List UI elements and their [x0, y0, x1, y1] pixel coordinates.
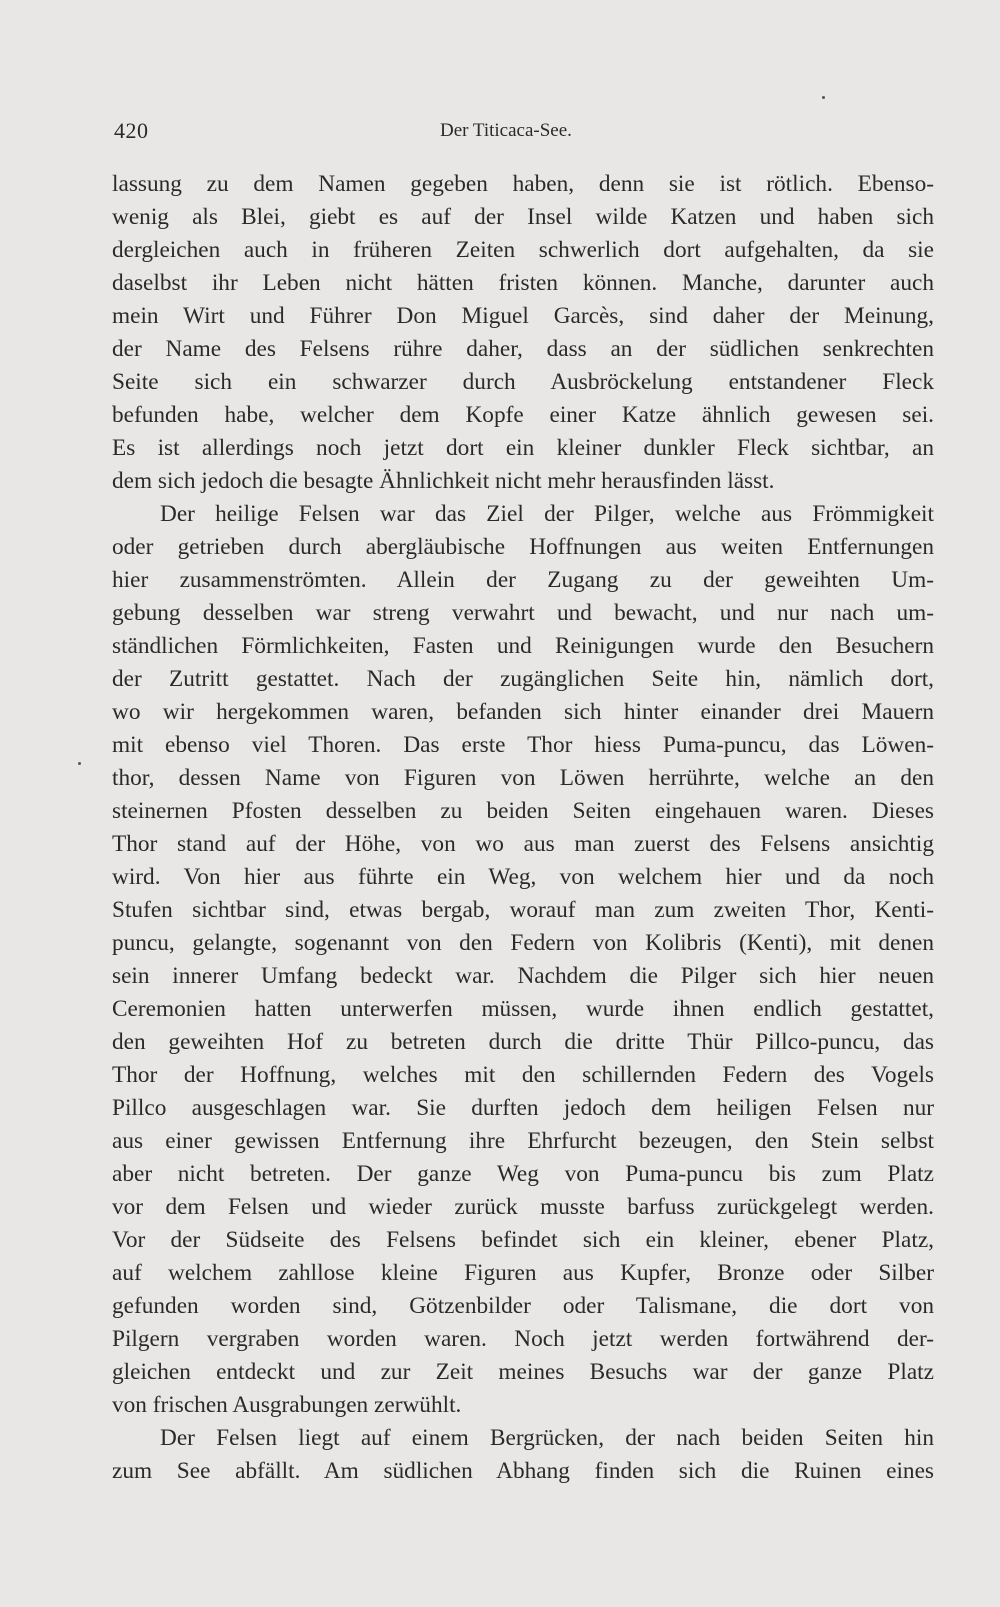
text-line: auf welchem zahllose kleine Figuren aus Kupfer, Bronze oder Silber [112, 1260, 934, 1286]
text-line: der Zutritt gestattet. Nach der zugänglichen Seite hin, nämlich dort, [112, 666, 934, 692]
body-text [112, 168, 934, 1488]
text-line: wird. Von hier aus führte ein Weg, von welchem hier und da noch [112, 864, 934, 890]
text-line: lassung zu dem Namen gegeben haben, denn sie ist rötlich. Ebenso- [112, 171, 934, 197]
text-line: Thor der Hoffnung, welches mit den schillernden Federn des Vogels [112, 1062, 934, 1088]
text-line: der Name des Felsens rühre daher, dass an der südlichen senkrechten [112, 336, 934, 362]
text-line: Stufen sichtbar sind, etwas bergab, worauf man zum zweiten Thor, Kenti- [112, 897, 934, 923]
text-line: den geweihten Hof zu betreten durch die dritte Thür Pillco-puncu, das [112, 1029, 934, 1055]
text-line: daselbst ihr Leben nicht hätten fristen können. Manche, darunter auch [112, 270, 934, 296]
text-line: dem sich jedoch die besagte Ähnlichkeit nicht mehr herausfinden lässt. [112, 468, 775, 494]
text-line: befunden habe, welcher dem Kopfe einer Katze ähnlich gewesen sei. [112, 402, 934, 428]
text-line: mit ebenso viel Thoren. Das erste Thor hiess Puma-puncu, das Löwen- [112, 732, 934, 758]
text-line: Es ist allerdings noch jetzt dort ein kleiner dunkler Fleck sichtbar, an [112, 435, 934, 461]
text-line: thor, dessen Name von Figuren von Löwen herrührte, welche an den [112, 765, 934, 791]
text-line: dergleichen auch in früheren Zeiten schwerlich dort aufgehalten, da sie [112, 237, 934, 263]
text-line: Pillco ausgeschlagen war. Sie durften jedoch dem heiligen Felsen nur [112, 1095, 934, 1121]
page-number: 420 [114, 118, 149, 143]
text-line: ständlichen Förmlichkeiten, Fasten und Reinigungen wurde den Besuchern [112, 633, 934, 659]
text-line: Vor der Südseite des Felsens befindet sich ein kleiner, ebener Platz, [112, 1227, 934, 1253]
text-line: oder getrieben durch abergläubische Hoffnungen aus weiten Entfernungen [112, 534, 934, 560]
text-line: zum See abfällt. Am südlichen Abhang finden sich die Ruinen eines [112, 1458, 934, 1484]
text-line: von frischen Ausgrabungen zerwühlt. [112, 1392, 462, 1418]
text-line: gebung desselben war streng verwahrt und bewacht, und nur nach um- [112, 600, 934, 626]
text-line: Pilgern vergraben worden waren. Noch jetzt werden fortwährend der- [112, 1326, 934, 1352]
text-line: Seite sich ein schwarzer durch Ausbröckelung entstandener Fleck [112, 369, 934, 395]
text-line: puncu, gelangte, sogenannt von den Federn von Kolibris (Kenti), mit denen [112, 930, 934, 956]
text-line: aber nicht betreten. Der ganze Weg von Puma-puncu bis zum Platz [112, 1161, 934, 1187]
text-line: Ceremonien hatten unterwerfen müssen, wurde ihnen endlich gestattet, [112, 996, 934, 1022]
paragraph-start-line: Der Felsen liegt auf einem Bergrücken, der nach beiden Seiten hin [160, 1425, 934, 1451]
running-head: Der Titicaca-See. [440, 120, 572, 141]
paragraph-start-line: Der heilige Felsen war das Ziel der Pilger, welche aus Frömmigkeit [160, 501, 934, 527]
text-line: mein Wirt und Führer Don Miguel Garcès, sind daher der Meinung, [112, 303, 934, 329]
text-line: steinernen Pfosten desselben zu beiden Seiten eingehauen waren. Dieses [112, 798, 934, 824]
text-line: sein innerer Umfang bedeckt war. Nachdem die Pilger sich hier neuen [112, 963, 934, 989]
print-speck [822, 96, 825, 99]
text-line: gleichen entdeckt und zur Zeit meines Besuchs war der ganze Platz [112, 1359, 934, 1385]
text-line: wo wir hergekommen waren, befanden sich hinter einander drei Mauern [112, 699, 934, 725]
page-header [114, 118, 914, 148]
text-line: Thor stand auf der Höhe, von wo aus man zuerst des Felsens ansichtig [112, 831, 934, 857]
text-line: hier zusammenströmten. Allein der Zugang zu der geweihten Um- [112, 567, 934, 593]
text-line: aus einer gewissen Entfernung ihre Ehrfurcht bezeugen, den Stein selbst [112, 1128, 934, 1154]
print-speck [78, 762, 81, 765]
text-line: vor dem Felsen und wieder zurück musste barfuss zurückgelegt werden. [112, 1194, 934, 1220]
text-line: gefunden worden sind, Götzenbilder oder Talismane, die dort von [112, 1293, 934, 1319]
text-line: wenig als Blei, giebt es auf der Insel wilde Katzen und haben sich [112, 204, 934, 230]
